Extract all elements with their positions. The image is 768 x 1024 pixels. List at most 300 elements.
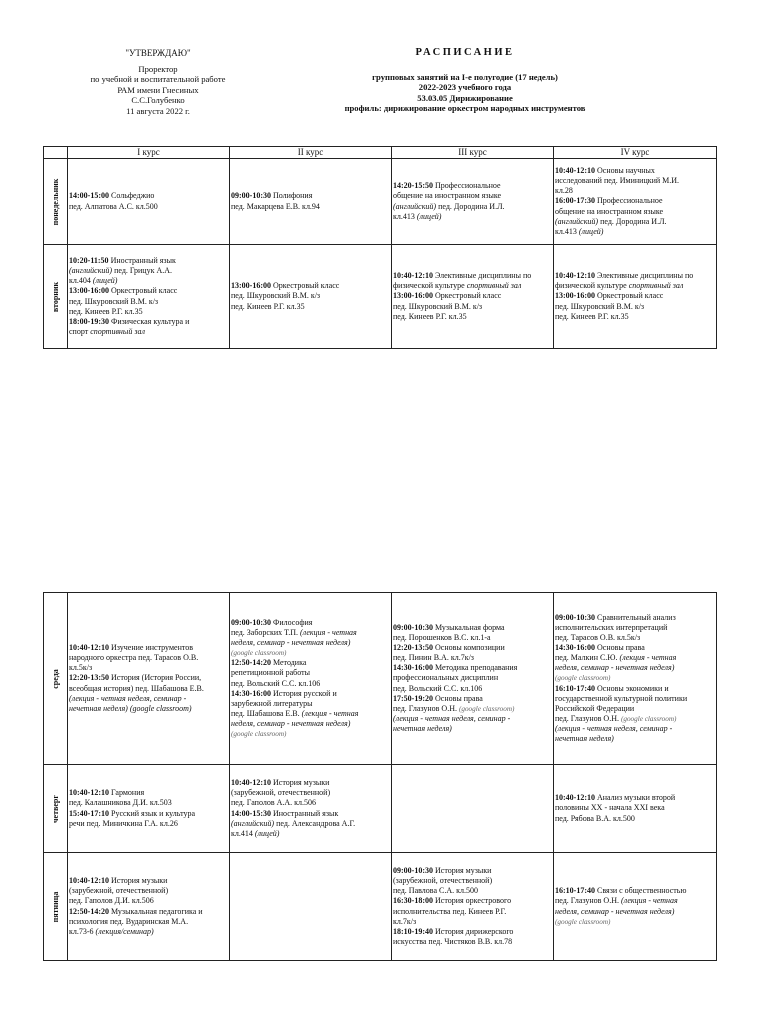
cell-line <box>555 281 715 291</box>
cell-line <box>393 181 552 191</box>
cell-text: Музыкальная форма <box>435 622 505 632</box>
cell-line <box>393 643 552 653</box>
cell-line <box>555 663 715 673</box>
cell-line <box>393 886 552 896</box>
cell-line <box>555 684 715 694</box>
cell-text: пед. Шабашова Е.В. <box>231 708 302 718</box>
cell-line <box>393 927 552 937</box>
cell-text: пед. Шкуровский В.М. к/з <box>69 296 159 306</box>
cell-text: народного оркестра пед. Тарасов О.В. <box>69 653 199 663</box>
approval-heading: "УТВЕРЖДАЮ" <box>125 48 191 58</box>
cell-text: профессиональных дисциплин <box>393 673 499 683</box>
cell-text: (английский) <box>393 201 439 211</box>
cell-text: (лицей) <box>92 276 118 286</box>
course-header: III курс <box>392 147 554 159</box>
class-time: 14:00-15:30 <box>231 808 273 818</box>
cell-text: спортивный зал <box>628 281 684 291</box>
cell-line <box>555 176 715 186</box>
cell-text: Оркестровый класс <box>435 291 502 301</box>
approval-block <box>58 48 258 117</box>
cell-line <box>69 202 228 212</box>
cell-text: История музыки <box>111 876 168 886</box>
class-cell <box>392 245 554 349</box>
cell-text: (google classroom) <box>620 714 677 723</box>
cell-text: пед. Заборских Т.П. <box>231 628 301 638</box>
cell-text: кл.5к/з <box>69 663 93 673</box>
cell-text: (лекция - четная неделя, семинар - <box>393 713 511 723</box>
cell-text: Элективные дисциплины по <box>597 271 694 281</box>
cell-text: Иностранный язык <box>110 256 176 266</box>
cell-text: (лекция - четная <box>619 653 677 663</box>
cell-text: Оркестровый класс <box>111 286 178 296</box>
cell-text: (google classroom) <box>458 704 515 713</box>
class-time: 10:40-12:10 <box>231 778 273 788</box>
cell-text: кл.414 <box>231 828 255 838</box>
schedule-title-block <box>300 48 630 114</box>
cell-line <box>69 256 228 266</box>
class-time: 16:30-18:00 <box>393 896 435 906</box>
class-time: 10:40-12:10 <box>555 793 597 803</box>
cell-text: зарубежной литературы <box>231 698 313 708</box>
day-label: четверг <box>50 794 60 823</box>
cell-text: пед. Шкуровский В.М. к/з <box>393 301 483 311</box>
schedule-table-bottom <box>43 592 717 961</box>
cell-line <box>69 876 228 886</box>
cell-line <box>231 302 390 312</box>
cell-text: общение на иностранном языке <box>555 206 664 216</box>
class-time: 13:00-16:00 <box>69 286 111 296</box>
cell-line <box>231 628 390 638</box>
cell-line <box>393 633 552 643</box>
class-cell <box>68 765 230 853</box>
class-time: 14:30-16:00 <box>231 688 273 698</box>
class-cell <box>68 853 230 961</box>
cell-text: (лекция - четная <box>300 628 357 638</box>
class-cell <box>68 159 230 245</box>
title-line: групповых занятий на I-е полугодие (17 недель) <box>372 71 558 82</box>
cell-line <box>555 886 715 896</box>
cell-text: кл.28 <box>555 186 573 196</box>
class-time: 18:10-19:40 <box>393 926 435 936</box>
day-row <box>44 593 717 765</box>
cell-line <box>69 663 228 673</box>
cell-text: Основы права <box>435 693 483 703</box>
cell-line <box>69 317 228 327</box>
cell-text: государственной культурной политики <box>555 693 688 703</box>
cell-text: пед. Калашникова Д.И. кл.503 <box>69 798 172 808</box>
cell-line <box>231 778 390 788</box>
cell-line <box>555 633 715 643</box>
class-time: 13:00-16:00 <box>555 291 597 301</box>
cell-line <box>69 286 228 296</box>
class-cell <box>392 159 554 245</box>
cell-text: (лицей) <box>578 226 604 236</box>
cell-text: Изучение инструментов <box>111 643 194 653</box>
cell-text: неделя, семинар - нечетная неделя) <box>555 663 675 673</box>
day-label: вторник <box>50 281 60 312</box>
class-cell <box>554 159 717 245</box>
cell-text: Профессиональное <box>435 181 501 191</box>
class-time: 10:40-12:10 <box>69 788 111 798</box>
cell-line <box>231 291 390 301</box>
cell-text: Сольфеджио <box>111 191 155 201</box>
cell-line <box>231 719 390 729</box>
cell-text: пед. Шкуровский В.М. к/з <box>231 291 321 301</box>
cell-text: Гармония <box>111 788 145 798</box>
class-cell <box>392 765 554 853</box>
cell-text: Оркестровый класс <box>273 281 340 291</box>
cell-text: (лекция - четная <box>620 896 678 906</box>
class-time: 10:40-12:10 <box>69 876 111 886</box>
cell-line <box>393 694 552 704</box>
cell-line <box>393 704 552 714</box>
cell-line <box>393 684 552 694</box>
cell-text: (лекция - четная неделя, семинар - <box>555 723 673 733</box>
cell-text: (google classroom) <box>231 729 287 738</box>
approval-line: Проректор <box>138 63 178 74</box>
cell-line <box>69 694 228 704</box>
cell-text: пед. Кинеев Р.Г. кл.35 <box>393 311 467 321</box>
cell-line <box>231 202 390 212</box>
cell-text: психология пед. Вударинская М.А. <box>69 916 189 926</box>
cell-line <box>393 876 552 886</box>
cell-line <box>69 327 228 337</box>
cell-text: пед. Малкин С.Ю. <box>555 653 620 663</box>
cell-text: История дирижерского <box>435 926 514 936</box>
cell-text: (лекция - четная <box>301 708 359 718</box>
cell-text: Основы композиции <box>435 643 505 653</box>
day-cell <box>44 853 68 961</box>
class-time: 14:00-15:00 <box>69 191 111 201</box>
cell-text: (лицей) <box>416 211 442 221</box>
day-row <box>44 853 717 961</box>
cell-text: (зарубежной, отечественной) <box>69 886 169 896</box>
cell-text: История русской и <box>273 688 337 698</box>
cell-line <box>555 217 715 227</box>
class-time: 12:20-13:50 <box>393 643 435 653</box>
cell-line <box>69 907 228 917</box>
cell-line <box>69 798 228 808</box>
cell-line <box>393 937 552 947</box>
class-cell <box>230 159 392 245</box>
approval-line: 11 августа 2022 г. <box>126 105 190 116</box>
header-row <box>44 147 717 159</box>
cell-line <box>69 673 228 683</box>
cell-text: пед. Глазунов О.Н. <box>555 713 621 723</box>
cell-text: пед. Вольский С.С. кл.106 <box>231 678 321 688</box>
class-time: 09:00-10:30 <box>393 622 435 632</box>
day-row <box>44 159 717 245</box>
class-time: 10:40-12:10 <box>393 271 435 281</box>
cell-text: спорт <box>69 326 91 336</box>
day-cell <box>44 159 68 245</box>
course-header: I курс <box>68 147 230 159</box>
cell-text: Полифония <box>273 191 313 201</box>
cell-line <box>393 866 552 876</box>
cell-line <box>69 896 228 906</box>
class-cell <box>554 853 717 961</box>
cell-text: кл.413 <box>555 226 579 236</box>
cell-line <box>231 829 390 839</box>
class-cell <box>230 245 392 349</box>
cell-line <box>231 798 390 808</box>
cell-line <box>555 186 715 196</box>
class-cell <box>68 245 230 349</box>
class-time: 12:50-14:20 <box>69 906 111 916</box>
cell-text: пед. Рябова В.А. кл.500 <box>555 813 635 823</box>
cell-text: нечетная неделя) <box>393 723 452 733</box>
cell-text: Профессиональное <box>597 196 663 206</box>
schedule-table-top <box>43 146 717 349</box>
cell-text: неделя, семинар - нечетная неделя) <box>231 638 351 648</box>
cell-line <box>69 927 228 937</box>
cell-line <box>393 724 552 734</box>
cell-text: неделя, семинар - нечетная неделя) <box>231 718 351 728</box>
cell-text: Элективные дисциплины по <box>435 271 532 281</box>
cell-line <box>555 623 715 633</box>
cell-line <box>231 638 390 648</box>
cell-text: исследований пед. Иминицкий М.И. <box>555 176 680 186</box>
day-cell <box>44 765 68 853</box>
cell-line <box>555 312 715 322</box>
cell-line <box>231 809 390 819</box>
cell-text: (google classroom) <box>231 649 287 658</box>
cell-text: Основы научных <box>597 166 655 176</box>
cell-line <box>555 291 715 301</box>
cell-text: речи пед. Миничкина Г.А. кл.26 <box>69 818 178 828</box>
class-time: 18:00-19:30 <box>69 316 111 326</box>
cell-text: (google classroom) <box>555 917 611 926</box>
day-label: понедельник <box>50 178 60 225</box>
cell-text: спортивный зал <box>90 326 145 336</box>
cell-line <box>231 191 390 201</box>
class-time: 16:10-17:40 <box>555 886 597 896</box>
cell-text: кл.404 <box>69 276 93 286</box>
cell-text: кл.413 <box>393 211 417 221</box>
class-time: 10:40-12:10 <box>69 643 111 653</box>
title-line: 53.03.05 Дирижирование <box>417 92 513 103</box>
cell-line <box>231 658 390 668</box>
cell-text: искусства пед. Чистяков В.В. кл.78 <box>393 936 513 946</box>
cell-line <box>393 281 552 291</box>
cell-line <box>69 886 228 896</box>
class-cell <box>554 765 717 853</box>
class-time: 15:40-17:10 <box>69 808 111 818</box>
corner-cell <box>44 147 68 159</box>
class-time: 16:00-17:30 <box>555 196 597 206</box>
class-time: 10:20-11:50 <box>69 256 111 266</box>
course-header: IV курс <box>554 147 717 159</box>
class-time: 09:00-10:30 <box>555 612 597 622</box>
class-time: 13:00-16:00 <box>231 281 273 291</box>
cell-line <box>393 907 552 917</box>
cell-text: (лицей) <box>254 828 280 838</box>
class-cell <box>554 245 717 349</box>
cell-text: Анализ музыки второй <box>597 793 676 803</box>
cell-line <box>231 689 390 699</box>
cell-line <box>555 653 715 663</box>
cell-line <box>555 907 715 917</box>
cell-line <box>69 276 228 286</box>
cell-line <box>69 809 228 819</box>
day-row <box>44 245 717 349</box>
cell-text: спортивный зал <box>466 281 522 291</box>
cell-text: История музыки <box>273 778 330 788</box>
cell-text: Физическая культура и <box>111 316 190 326</box>
cell-text: пед. Александрова А.Г. <box>276 818 356 828</box>
cell-text: пед. Гаполов А.А. кл.506 <box>231 798 317 808</box>
cell-text: пед. Глазунов О.Н. <box>393 703 459 713</box>
class-time: 12:50-14:20 <box>231 658 273 668</box>
cell-line <box>393 714 552 724</box>
cell-line <box>231 679 390 689</box>
cell-text: История музыки <box>435 866 492 876</box>
cell-text: Методика преподавания <box>435 663 518 673</box>
cell-line <box>69 643 228 653</box>
cell-line <box>555 917 715 927</box>
page-title: РАСПИСАНИЕ <box>415 47 515 58</box>
title-line: профиль: дирижирование оркестром народных инструментов <box>344 103 586 114</box>
class-time: 17:50-19:20 <box>393 693 435 703</box>
cell-text: физической культуре <box>555 281 629 291</box>
class-cell <box>554 593 717 765</box>
cell-text: Методика <box>273 658 307 668</box>
cell-text: Российской Федерации <box>555 703 635 713</box>
class-time: 10:40-12:10 <box>555 166 597 176</box>
cell-text: пед. Тарасов О.В. кл.5к/з <box>555 633 641 643</box>
cell-text: (лекция/семинар) <box>95 926 154 936</box>
cell-text: пед. Глазунов О.Н. <box>555 896 621 906</box>
course-header: II курс <box>230 147 392 159</box>
cell-text: (лекция - четная неделя, семинар - <box>69 693 187 703</box>
cell-line <box>393 896 552 906</box>
class-cell <box>392 853 554 961</box>
cell-text: пед. Кинеев Р.Г. кл.35 <box>69 306 143 316</box>
cell-text: нечетная неделя) (google classroom) <box>69 703 192 713</box>
cell-line <box>393 271 552 281</box>
cell-line <box>231 788 390 798</box>
cell-line <box>231 709 390 719</box>
cell-text: пед. Шкуровский В.М. к/з <box>555 301 645 311</box>
cell-line <box>555 271 715 281</box>
cell-text: Русский язык и культура <box>111 808 196 818</box>
cell-line <box>69 684 228 694</box>
cell-text: Связи с общественностью <box>597 886 687 896</box>
cell-text: пед. Кинеев Р.Г. кл.35 <box>231 301 305 311</box>
cell-text: репетиционной работы <box>231 668 310 678</box>
cell-text: (google classroom) <box>555 674 611 683</box>
approval-line: С.С.Голубенко <box>131 95 185 106</box>
cell-line <box>555 694 715 704</box>
cell-line <box>393 673 552 683</box>
cell-line <box>69 266 228 276</box>
cell-text: Сравнительный анализ <box>597 612 676 622</box>
cell-line <box>69 191 228 201</box>
cell-line <box>231 819 390 829</box>
cell-line <box>555 803 715 813</box>
cell-line <box>555 704 715 714</box>
class-time: 09:00-10:30 <box>231 191 273 201</box>
cell-text: пед. Пинин В.А. кл.7к/з <box>393 653 474 663</box>
cell-text: пед. Кинеев Р.Г. кл.35 <box>555 311 629 321</box>
cell-text: (зарубежной, отечественной) <box>393 876 493 886</box>
cell-line <box>231 668 390 678</box>
class-time: 10:40-12:10 <box>555 271 597 281</box>
cell-line <box>231 729 390 739</box>
cell-line <box>393 663 552 673</box>
cell-line <box>393 191 552 201</box>
cell-line <box>555 302 715 312</box>
day-cell <box>44 593 68 765</box>
cell-line <box>393 212 552 222</box>
cell-line <box>393 312 552 322</box>
cell-line <box>555 896 715 906</box>
cell-text: Оркестровый класс <box>597 291 664 301</box>
cell-text: исполнительства пед. Кинеев Р.Г. <box>393 906 507 916</box>
cell-text: Музыкальная педагогика и <box>111 906 203 916</box>
cell-text: Философия <box>273 617 313 627</box>
cell-text: пед. Макарцева Е.В. кл.94 <box>231 201 320 211</box>
cell-line <box>69 788 228 798</box>
cell-line <box>69 704 228 714</box>
cell-line <box>231 618 390 628</box>
cell-line <box>555 793 715 803</box>
cell-text: Основы экономики и <box>597 683 669 693</box>
title-line: 2022-2023 учебного года <box>418 82 512 93</box>
cell-text: (английский) <box>555 216 601 226</box>
cell-text: неделя, семинар - нечетная неделя) <box>555 906 675 916</box>
cell-text: исполнительских интерпретаций <box>555 622 668 632</box>
cell-text: физической культуре <box>393 281 467 291</box>
class-time: 09:00-10:30 <box>393 866 435 876</box>
class-cell <box>392 593 554 765</box>
cell-line <box>69 297 228 307</box>
approval-line: РАМ имени Гнесиных <box>117 84 199 95</box>
cell-text: (английский) <box>231 818 277 828</box>
class-time: 14:30-16:00 <box>555 643 597 653</box>
cell-text: Иностранный язык <box>273 808 339 818</box>
cell-text: пед. Грицук А.А. <box>114 266 173 276</box>
cell-line <box>555 814 715 824</box>
cell-line <box>231 648 390 658</box>
cell-text: пед. Дородина И.Л. <box>600 216 667 226</box>
cell-line <box>393 202 552 212</box>
cell-text: История оркестрового <box>435 896 512 906</box>
cell-text: общение на иностранном языке <box>393 191 502 201</box>
cell-line <box>555 166 715 176</box>
cell-line <box>555 207 715 217</box>
cell-line <box>231 699 390 709</box>
cell-text: пед. Алпатова А.С. кл.500 <box>69 201 158 211</box>
cell-line <box>393 623 552 633</box>
cell-text: (английский) <box>69 266 115 276</box>
cell-text: пед. Порошенков В.С. кл.1-а <box>393 633 491 643</box>
cell-line <box>393 653 552 663</box>
cell-line <box>69 917 228 927</box>
cell-line <box>555 673 715 683</box>
cell-line <box>555 734 715 744</box>
day-cell <box>44 245 68 349</box>
day-row <box>44 765 717 853</box>
class-time: 13:00-16:00 <box>393 291 435 301</box>
class-time: 14:20-15:50 <box>393 181 435 191</box>
cell-line <box>393 917 552 927</box>
cell-text: пед. Павлова С.А. кл.500 <box>393 886 479 896</box>
cell-line <box>555 643 715 653</box>
cell-text: пед. Гаполов Д.И. кл.506 <box>69 896 154 906</box>
cell-line <box>69 307 228 317</box>
class-cell <box>230 593 392 765</box>
